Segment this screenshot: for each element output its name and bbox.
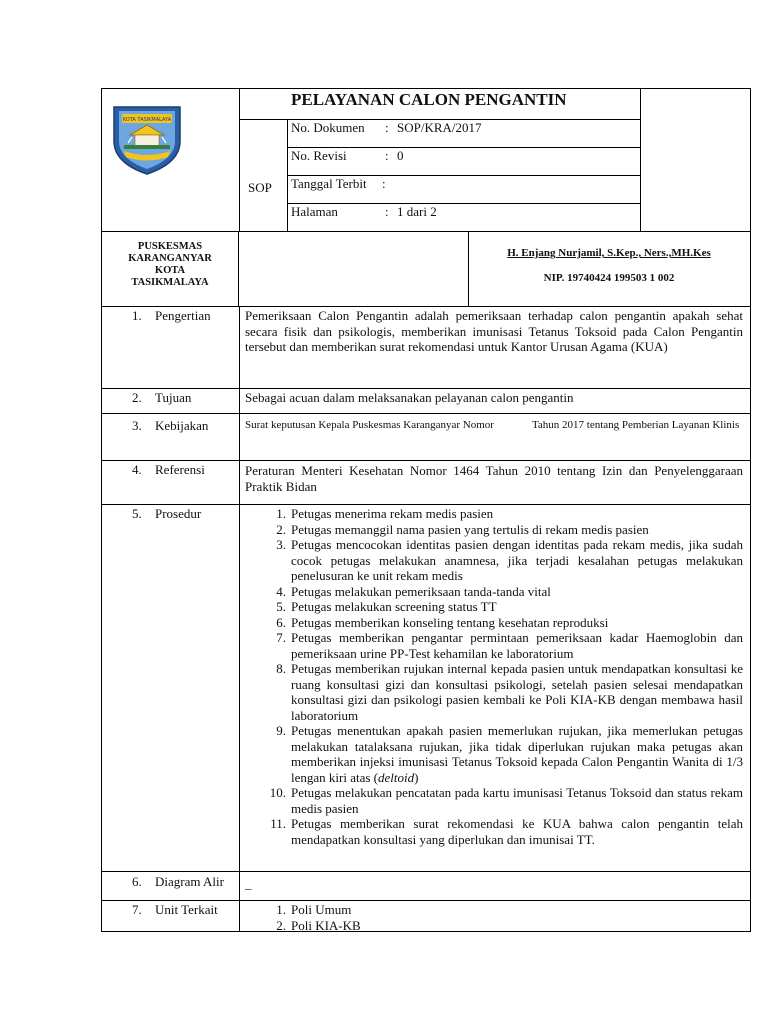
row-separator: : [382,176,386,191]
section-body [245,418,743,433]
step-text-tail: ) [414,769,419,785]
step-italic-text: deltoid [378,769,415,785]
section-number: 5. [132,506,142,521]
sop-label: SOP [248,180,272,195]
puskesmas-line: KOTA [154,265,186,276]
section-body: Sebagai acuan dalam melaksanakan pelayanan calon pengantin [245,390,574,405]
procedure-step [245,599,743,615]
procedure-step [245,615,743,631]
section-number: 7. [132,902,142,917]
procedure-step [245,723,743,785]
sop-label-cell [239,120,288,231]
row-value: 1 dari 2 [397,204,437,219]
row-separator: : [385,204,389,219]
row-separator: : [385,148,389,163]
step-number: 6. [276,614,286,630]
header-blank-cell [640,89,751,231]
puskesmas-line: TASIKMALAYA [131,277,209,288]
section-title: Diagram Alir [155,874,224,889]
header-row-dokumen [287,120,640,148]
section-label [102,872,240,900]
unit-list [245,902,743,933]
header-row-revisi [287,148,640,176]
row-value: SOP/KRA/2017 [397,120,482,135]
puskesmas-line: PUSKESMAS [137,241,203,252]
signature-row [101,231,751,307]
unit-text: Poli KIA-KB [291,917,361,933]
row-label: No. Revisi [291,148,347,163]
step-text: Petugas mencocokan identitas pasien dengan identitas pada rekam medis, jika sudah cocok petugas melakukan anamnesa, jika terjadi kesalahan petugas melakukan penelusuran ke unit rekam medis [291,537,743,583]
procedure-step [245,537,743,584]
step-number: 8. [276,661,286,676]
signature-blank-cell [239,232,469,306]
procedure-step [245,661,743,723]
step-text: Petugas memberikan rujukan internal kepada pasien untuk mendapatkan konsultasi ke ruang konsultasi gizi dan konsultasi psikologi, setelah pasien selesai mendapatkan konsultasi gizi dan psikologi pasien kembali ke Poli KIA-KB dengan membawa hasil laboratorium [291,661,743,723]
step-number: 5. [276,599,286,614]
row-label: Tanggal Terbit [291,176,367,191]
puskesmas-name [102,232,239,306]
step-number: 9. [276,723,286,738]
step-text: Petugas melakukan pemeriksaan tanda-tanda vital [291,583,551,599]
section-label [102,414,240,460]
section-diagram-alir [101,871,751,901]
kebijakan-text-b: Tahun 2017 tentang Pemberian Layanan Klinis [531,419,740,431]
step-text: Petugas melakukan pencatatan pada kartu imunisasi Tetanus Toksoid dan status rekam medis pasien [291,785,743,816]
document-title: PELAYANAN CALON PENGANTIN [239,89,640,120]
section-title: Unit Terkait [155,902,218,917]
step-number: 11. [270,816,286,831]
step-number: 1. [276,506,286,521]
section-pengertian [101,306,751,389]
kebijakan-text-a: Surat keputusan Kepala Puskesmas Karanganyar Nomor [245,419,494,431]
step-text: Petugas menentukan apakah pasien memerlukan rujukan, jika memerlukan petugas melakukan tatalaksana rujukan, jika tidak diperlukan rujukan maka petugas akan memberikan injeksi imunisasi Tetanus Toksoid kepada Calon Pengantin Wanita di 1/3 lengan kiri atas ( [291,723,743,785]
step-number: 2. [276,521,286,537]
section-number: 3. [132,418,142,433]
procedure-step [245,522,743,538]
row-separator: : [385,120,389,135]
section-referensi [101,460,751,505]
unit-text: Poli Umum [291,902,352,917]
section-unit-terkait [101,900,751,932]
signatory-cell [468,232,750,306]
step-text: Petugas melakukan screening status TT [291,599,497,614]
procedure-step [245,785,743,816]
section-kebijakan [101,413,751,461]
step-number: 4. [276,583,286,599]
header-table [101,88,751,232]
unit-item [245,902,743,918]
section-body: Peraturan Menteri Kesehatan Nomor 1464 Tahun 2010 tentang Izin dan Penyelenggaraan Praktik Bidan [245,463,743,494]
section-label [102,901,240,931]
step-text: Petugas memberikan pengantar permintaan pemeriksaan kadar Haemoglobin dan pemeriksaan urine PP-Test kehamilan ke laboratorium [291,630,743,661]
procedure-step [245,816,743,847]
diagram-placeholder: _ [245,876,252,891]
section-label [102,461,240,504]
unit-number: 1. [276,902,286,917]
unit-item [245,918,743,934]
step-number: 7. [276,630,286,645]
procedure-list [245,506,743,847]
header-row-halaman [287,204,640,232]
signatory-name: H. Enjang Nurjamil, S.Kep., Ners.,MH.Kes [507,247,711,259]
section-body [245,506,743,847]
step-text: Petugas memberikan surat rekomendasi ke KUA bahwa calon pengantin telah mendapatkan konsultasi yang diperlukan dan imunisai TT. [291,816,743,847]
row-label: Halaman [291,204,338,219]
section-tujuan [101,388,751,414]
step-text: Petugas menerima rekam medis pasien [291,506,494,521]
section-title: Tujuan [155,390,192,405]
section-number: 4. [132,462,142,477]
emblem-text: KOTA TASIKMALAYA [122,117,172,123]
row-label: No. Dokumen [291,120,365,135]
section-label [102,505,240,871]
logo-cell [102,89,240,231]
section-title: Pengertian [155,308,211,323]
step-text: Petugas memanggil nama pasien yang tertulis di rekam medis pasien [291,521,649,537]
section-body [245,902,743,933]
section-label [102,389,240,413]
section-label [102,307,240,388]
section-prosedur [101,504,751,872]
step-text: Petugas memberikan konseling tentang kesehatan reproduksi [291,614,609,630]
signatory-nip: NIP. 19740424 199503 1 002 [543,272,675,284]
puskesmas-line: KARANGANYAR [128,253,212,264]
section-body: Pemeriksaan Calon Pengantin adalah pemeriksaan terhadap calon pengantin apakah sehat secara fisik dan psikologis, memberikan imunisasi Tetanus Toksoid pada Calon Pengantin tersebut dan memberikan surat rekomendasi untuk Kantor Urusan Agama (KUA) [245,308,743,354]
header-row-tanggal [287,176,640,204]
section-title: Kebijakan [155,418,209,433]
section-title: Prosedur [155,506,202,521]
section-number: 6. [132,874,142,889]
procedure-step [245,506,743,522]
row-value: 0 [397,148,404,163]
procedure-step [245,630,743,661]
step-number: 10. [269,785,286,800]
unit-number: 2. [276,917,286,933]
section-number: 1. [132,308,142,323]
section-number: 2. [132,390,142,405]
section-title: Referensi [155,462,205,477]
city-emblem-icon [108,101,186,177]
procedure-step [245,584,743,600]
step-number: 3. [276,537,286,552]
